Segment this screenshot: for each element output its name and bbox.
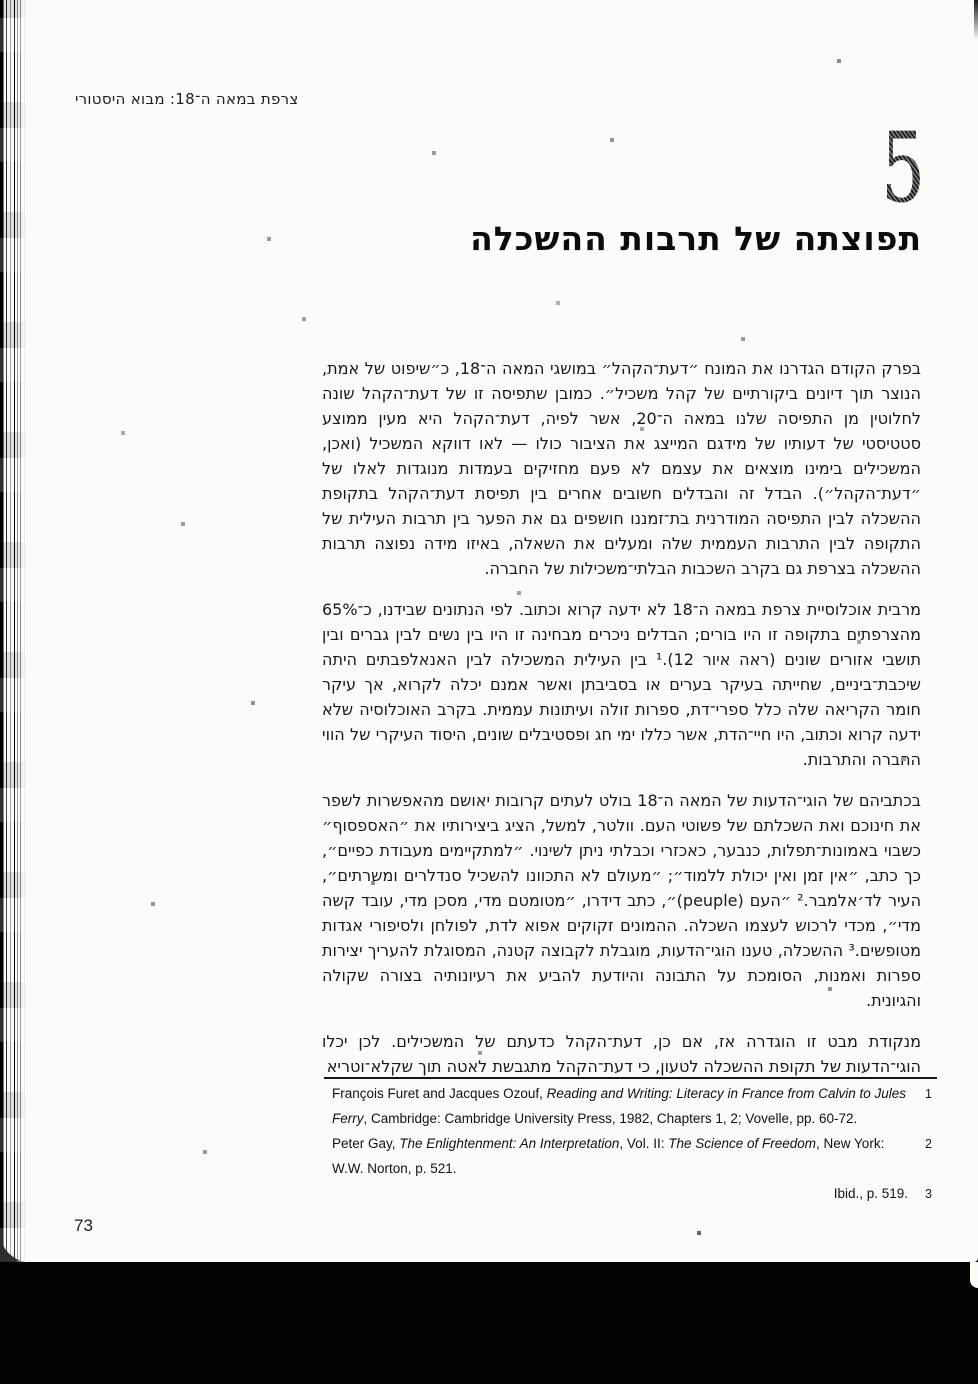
- footnote-2-text-cont: W.W. Norton, p. 521.: [332, 1161, 457, 1176]
- body-paragraph-1: בפרק הקודם הגדרנו את המונח ״דעת־הקהל״ במושגי המאה ה־18, כ״שיפוט של אמת, הנוצר תוך דיונים ביקורתיים של קהל משכיל״. כמובן שתפיסה זו של דעת־הקהל שונה לחלוטין מן התפיסה שלנו במאה ה־20, אשר לפיה, דעת־הקהל היא מעין ממוצע סטטיסטי של דעותיו של מידגם המייצג את הציבור כולו — לאו דווקא המשכיל (ואכן, המשכילים בימינו מוצאים את עצמם לא פעם מחזיקים בעמדות מנוגדות לאלו של ״דעת־הקהל״). הבדל זה והבדלים חשובים אחרים בין תפיסת דעת־הקהל בתקופת ההשכלה לבין התפיסה המודרנית בת־זמננו חושפים גם את הפער בין תרבות העילית של התקופה לבין התרבות העממית שלה ומעלים את השאלה, באיזו מידה נפוצה תרבות ההשכלה בצרפת גם בקרב השכבות הבלתי־משכילות של החברה.: [322, 359, 922, 578]
- footnote-1-title-cont: Ferry: [332, 1111, 364, 1126]
- chapter-title: תפוצתה של תרבות ההשכלה: [470, 219, 922, 258]
- footnote-2-text: Peter Gay,: [332, 1136, 400, 1151]
- footnote-divider: [324, 1077, 937, 1079]
- body-text: [322, 356, 921, 1095]
- footnote-1-title: Reading and Writing: Literacy in France from Calvin to Jules: [546, 1086, 907, 1101]
- footnote-2-number: 2: [925, 1137, 932, 1151]
- footnote-1-number: 1: [925, 1087, 932, 1101]
- footnotes-block: [332, 1086, 932, 1211]
- page-number: 73: [74, 1216, 93, 1235]
- footnote-3-number: 3: [925, 1187, 932, 1201]
- footnote-3-line: [332, 1186, 932, 1211]
- footnote-2-line-1: Peter Gay, The Enlightenment: An Interpretation, Vol. II: The Science of Freedom, New York: 2: [332, 1136, 932, 1151]
- footnote-1-line-2: [332, 1111, 932, 1136]
- footnote-2-subtitle: The Science of Freedom: [668, 1136, 817, 1151]
- footnote-3-text: Ibid., p. 519.: [833, 1186, 908, 1201]
- footnote-1-text: François Furet and Jacques Ozouf,: [332, 1086, 547, 1101]
- running-header: צרפת במאה ה־18: מבוא היסטורי: [75, 90, 299, 108]
- footnote-2-line-2: [332, 1161, 932, 1186]
- chapter-number: 5: [881, 112, 925, 224]
- body-paragraph-2: מרבית אוכלוסיית צרפת במאה ה־18 לא ידעה קרוא וכתוב. לפי הנתונים שבידנו, כ־65% מהצרפתים בתקופה זו היו בורים; הבדלים ניכרים מבחינה זו היו בין נשים לבין גברים ובין תושבי אזורים שונים (ראה איור 12).¹ בין העילית המשכילה לבין האנאלפבתים היתה שיכבת־ביניים, שחייתה בעיקר בערים או בסביבתן ואשר אמנם יכלה לקרוא, אך עיקר חומר הקריאה שלה כלל ספרי־דת, ספרות זולה ועיתונות עממית. בקרב האוכלוסיה שלא ידעה קרוא וכתוב, היו חיי־הדת, אשר כללו ימי חג ופסטיבלים שונים, היסוד העיקרי של הווי החברה והתרבות.: [322, 600, 921, 769]
- footnote-1-line-1: [332, 1086, 932, 1111]
- binding-edge-artifact: [0, 0, 28, 1262]
- page-corner-curl: [970, 1262, 978, 1288]
- body-paragraph-4: מנקודת מבט זו הוגדרה אז, אם כן, דעת־הקהל כדעתם של המשכילים. לכן יכלו הוגי־הדעות של תקופת ההשכלה לטעון, כי דעת־הקהל מתגבשת לאטה תוך שקלא־וטריא: [322, 1032, 921, 1076]
- footnote-1-text-cont: , Cambridge: Cambridge University Press, 1982, Chapters 1, 2; Vovelle, pp. 60-72.: [363, 1111, 858, 1126]
- bottom-scan-band: [0, 1262, 978, 1384]
- scan-edge-mark: [974, 0, 978, 40]
- body-paragraph-3: בכתביהם של הוגי־הדעות של המאה ה־18 בולט לעתים קרובות יאושם מהאפשרות לשפר את חינוכם ואת השכלתם של פשוטי העם. וולטר, למשל, הציג ביצירותיו את ״האספסוף״ כשבוי באמונות־תפלות, כנבער, כאכזרי וכבלתי ניתן לשינוי. ״למתקיימים מעבודת כפיים״, כך כתב, ״אין זמן ואין יכולת ללמוד״; ״מעולם לא התכוונו להשכיל סנדלרים ומשרתים״, העיר לד׳אלמבר.² ״העם (peuple)״, כתב דידרו, ״מטומטם מדי, מסכן מדי, עובד קשה מדי״, מכדי לרכוש לעצמו השכלה. ההמונים זקוקים אפוא לדת, לפולחן ולסיפורי אגדות מטופשים.³ ההשכלה, טענו הוגי־הדעות, מוגבלת לקבוצה קטנה, המסוגלת להעריך יצירות ספרות ואמנות, הסומכת על התבונה והיודעת להביע את רעיונותיה בצורה שקולה והגיונית.: [322, 791, 922, 1010]
- footnote-2-title: The Enlightenment: An Interpretation: [399, 1136, 620, 1151]
